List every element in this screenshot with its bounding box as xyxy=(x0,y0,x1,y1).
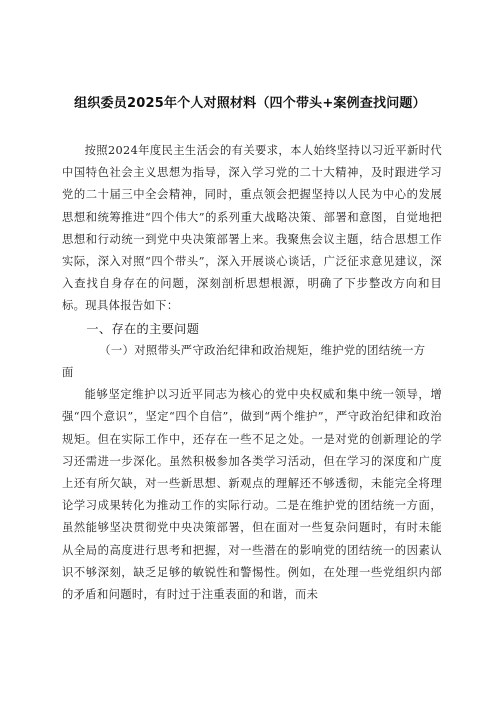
subsection-heading: （一）对照带头严守政治纪律和政治规矩，维护党的团结统一方 xyxy=(99,343,426,357)
section-heading: 一、存在的主要问题 xyxy=(86,321,200,336)
intro-paragraph: 按照2024年度民主生活会的有关要求，本人始终坚持以习近平新时代中国特色社会主义思想为指导，深入学习党的二十大精神，及时跟进学习党的二十届三中全会精神，同时，重点领会把握坚持以人民为中心的发展思想和统筹推进“四个伟大”的系列重大战略决策、部署和意图，自觉地把思想和行动统一到党中央决策部署上来。我聚焦会议主题，结合思想工作实际，深入对照“四个带头”，深入开展谈心谈话，广泛征求意见建议，深入查找自身存在的问题，深刻剖析思想根源，明确了下步整改方向和目标。现具体报告如下： xyxy=(62,144,442,313)
document-title: 组织委员2025年个人对照材料（四个带头+案例查找问题） xyxy=(74,96,426,111)
subsection-heading-continuation: 面 xyxy=(62,366,74,380)
body-paragraph: 能够坚定维护以习近平同志为核心的党中央权威和集中统一领导，增强“四个意识”，坚定“四个自信”，做到“两个维护”，严守政治纪律和政治规矩。但在实际工作中，还存在一些不足之处。一是对党的创新理论的学习还需进一步深化。虽然积极参加各类学习活动，但在学习的深度和广度上还有所欠缺，对一些新思想、新观点的理解还不够透彻，未能完全将理论学习成果转化为推动工作的实际行动。二是在维护党的团结统一方面，虽然能够坚决贯彻党中央决策部署，但在面对一些复杂问题时，有时未能从全局的高度进行思考和把握，对一些潜在的影响党的团结统一的因素认识不够深刻，缺乏足够的敏锐性和警惕性。例如，在处理一些党组织内部的矛盾和问题时，有时过于注重表面的和谐，而未 xyxy=(62,388,442,602)
document-body xyxy=(62,140,442,606)
